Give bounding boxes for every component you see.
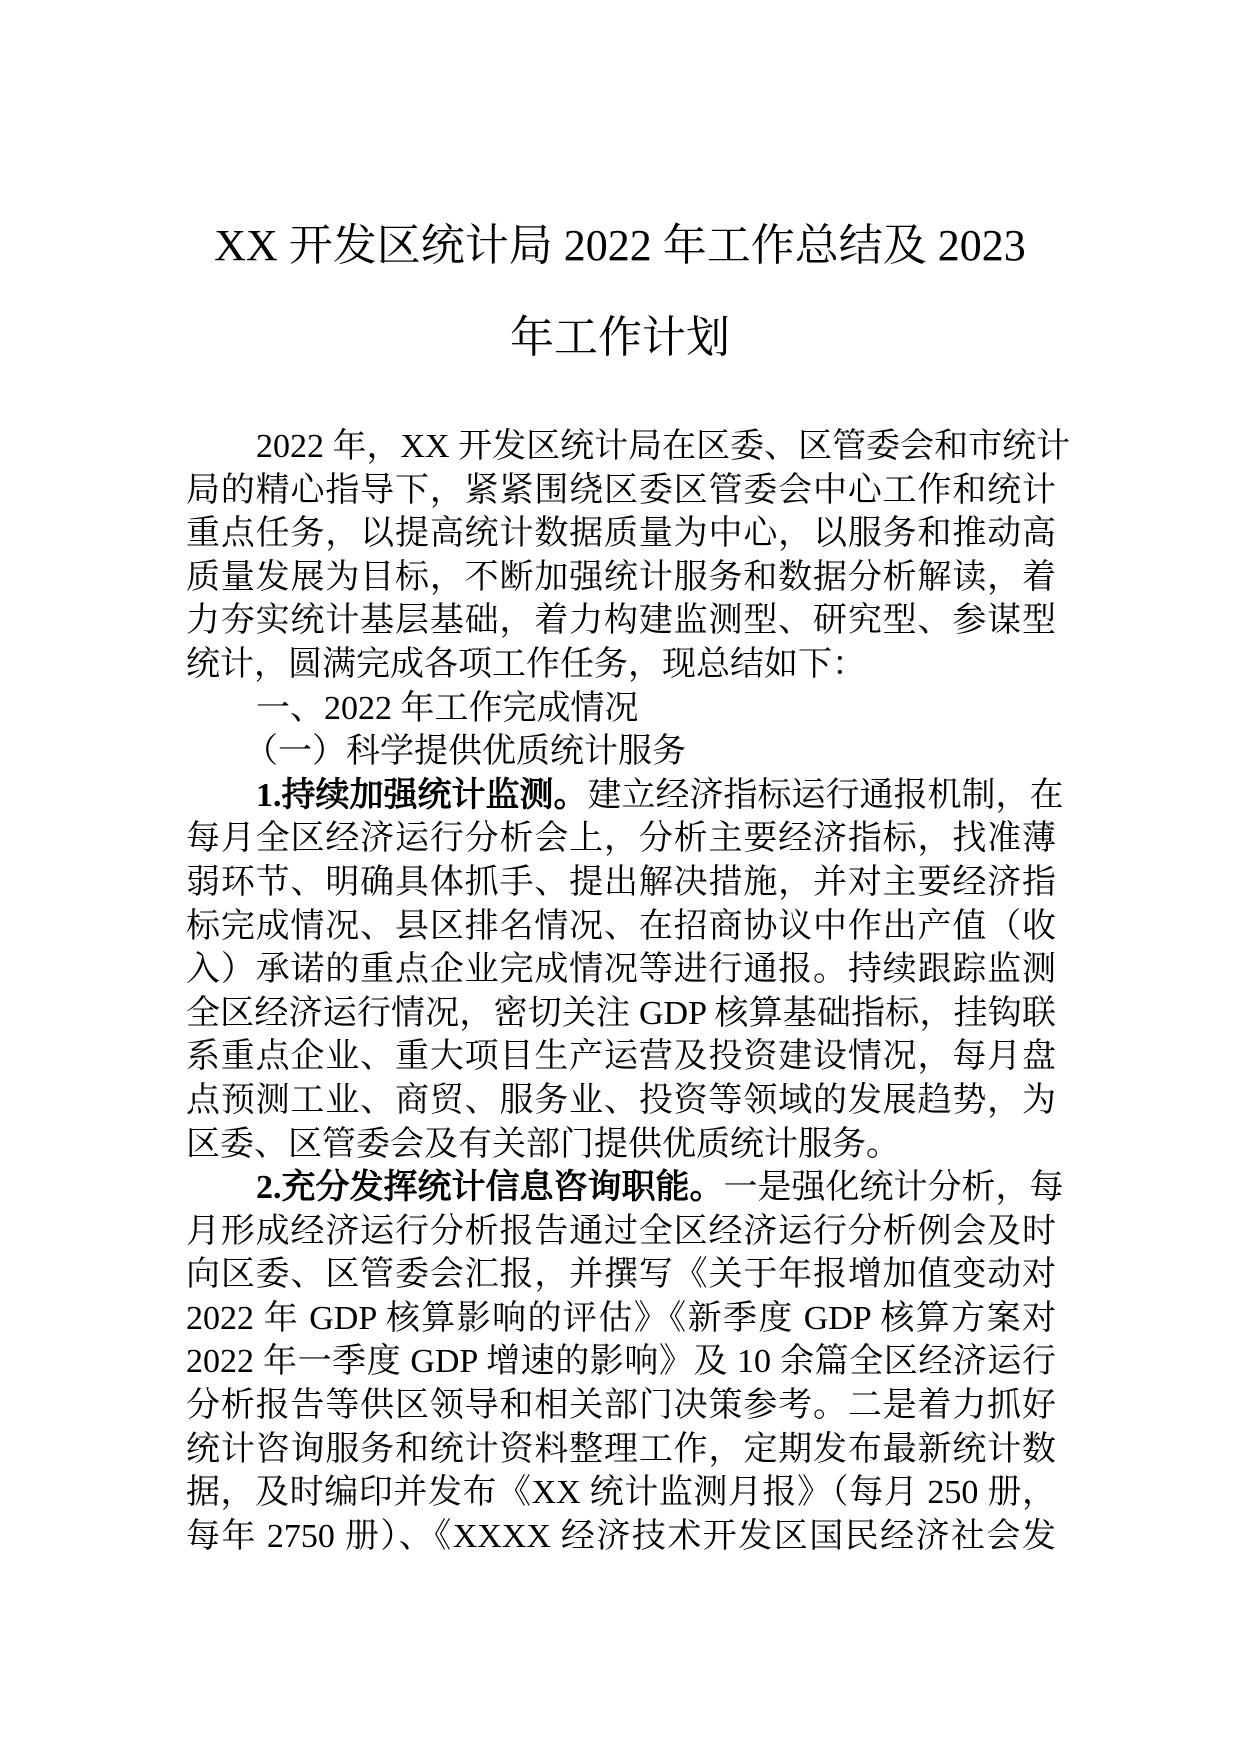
text-line: 每年 2750 册）、《XXXX 经济技术开发区国民经济社会发 [186,1517,1056,1555]
text-line: 分析报告等供区领导和相关部门决策参考。二是着力抓好 [186,1387,1056,1425]
text-line: 统计咨询服务和统计资料整理工作，定期发布最新统计数 [186,1430,1056,1468]
text-line: 系重点企业、重大项目生产运营及投资建设情况，每月盘 [186,1038,1056,1076]
text-line: 2022 年一季度 GDP 增速的影响》及 10 余篇全区经济运行 [186,1343,1056,1381]
text-line [186,774,1064,818]
text-line: 入）承诺的重点企业完成情况等进行通报。持续跟踪监测 [186,951,1056,989]
section-heading: 一、2022 年工作完成情况 [256,689,639,727]
text-line: 点预测工业、商贸、服务业、投资等领域的发展趋势，为 [186,1081,1056,1119]
text-line: 标完成情况、县区排名情况、在招商协议中作出产值（收 [186,907,1056,945]
text-line: 力夯实统计基层基础，着力构建监测型、研究型、参谋型 [186,602,1056,640]
text-line: 重点任务，以提高统计数据质量为中心，以服务和推动高 [186,515,1056,553]
text-line [186,1166,1064,1210]
item-1-paragraph [186,774,1064,1166]
item-2-paragraph [186,1166,1064,1558]
text-line: 2022 年 GDP 核算影响的评估》《新季度 GDP 核算方案对 [186,1299,1056,1337]
text-line: 月形成经济运行分析报告通过全区经济运行分析例会及时 [186,1212,1056,1250]
text-run: 建立经济指标运行通报机制，在 [587,776,1064,814]
text-line: 2022 年，XX 开发区统计局在区委、区管委会和市统计 [256,428,1071,465]
item-1-heading: 1.持续加强统计监测。 [256,776,588,814]
text-line: 统计，圆满完成各项工作任务，现总结如下： [186,645,866,683]
text-line: 局的精心指导下，紧紧围绕区委区管委会中心工作和统计 [186,471,1056,509]
text-line: 弱环节、明确具体抓手、提出解决措施，并对主要经济指 [186,863,1056,901]
text-run: 一是强化统计分析，每 [723,1169,1064,1207]
text-line: 区委、区管委会及有关部门提供优质统计服务。 [186,1125,900,1163]
subsection-heading: （一）科学提供优质统计服务 [244,733,686,771]
title-line-2: 年工作计划 [510,313,730,362]
intro-paragraph [186,425,1071,687]
text-line: 全区经济运行情况，密切关注 GDP 核算基础指标，挂钩联 [186,994,1056,1032]
title-line-1: XX 开发区统计局 2022 年工作总结及 2023 [214,221,1026,270]
item-2-heading: 2.充分发挥统计信息咨询职能。 [256,1169,724,1207]
text-line: 每月全区经济运行分析会上，分析主要经济指标，找准薄 [186,820,1056,858]
document-title [180,200,1060,384]
text-line: 据，及时编印并发布《XX 统计监测月报》（每月 250 册， [186,1474,1056,1512]
document-body [186,425,1071,1558]
text-line: 质量发展为目标，不断加强统计服务和数据分析解读，着 [186,558,1056,596]
text-line: 向区委、区管委会汇报，并撰写《关于年报增加值变动对 [186,1256,1056,1294]
